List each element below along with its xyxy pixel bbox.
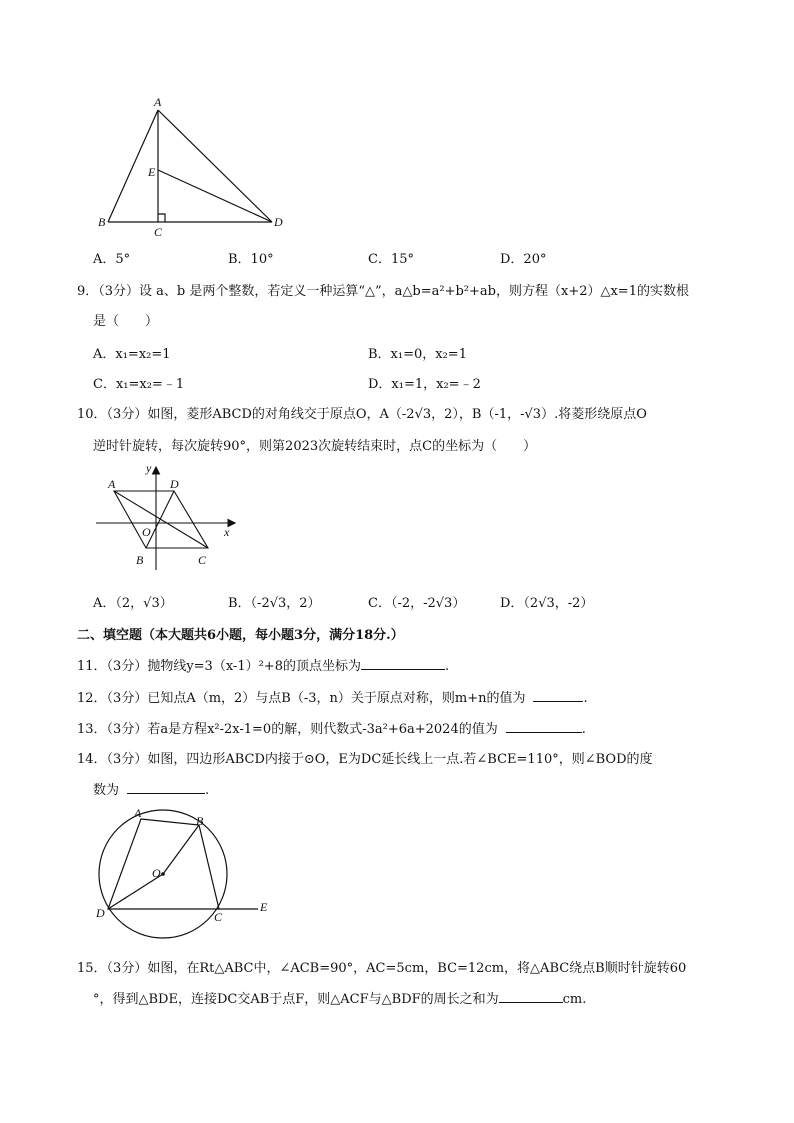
q8-option-c[interactable]: C．15° bbox=[368, 252, 414, 267]
q14-end: . bbox=[205, 783, 210, 798]
label-a: A bbox=[108, 477, 116, 491]
q13-answer-blank[interactable] bbox=[506, 719, 582, 733]
label-d: D bbox=[96, 906, 105, 920]
label-e: E bbox=[148, 165, 156, 179]
q8-option-a[interactable]: A．5° bbox=[93, 252, 131, 267]
q15-end: cm. bbox=[562, 992, 587, 1007]
q14-line2 bbox=[93, 779, 209, 798]
q15-stem-line2: °，得到△BDE，连接DC交AB于点F，则△ACF与△BDF的周长之和为 bbox=[93, 992, 499, 1007]
q14-stem-line2: 数为 bbox=[93, 783, 120, 798]
label-d: D bbox=[170, 477, 179, 491]
label-o: O bbox=[152, 866, 161, 880]
q11-stem: 11．（3分）抛物线y=3（x-1）²+8的顶点坐标为 bbox=[77, 659, 361, 674]
label-b: B bbox=[136, 553, 144, 567]
q15-answer-blank[interactable] bbox=[499, 989, 563, 1003]
q12-line bbox=[77, 687, 588, 706]
label-b: B bbox=[196, 814, 204, 828]
q10-option-b[interactable]: B．（-2√3，2） bbox=[228, 596, 321, 611]
section-heading-fill-in: 二、填空题（本大题共6小题，每小题3分，满分18分.） bbox=[77, 628, 404, 643]
label-c: C bbox=[214, 910, 223, 924]
q13-line bbox=[77, 718, 586, 737]
q11-answer-blank[interactable] bbox=[361, 656, 445, 670]
q10-option-d[interactable]: D．（2√3，-2） bbox=[500, 596, 594, 611]
triangle-figure-q8 bbox=[90, 92, 300, 240]
inscribed-quadrilateral-figure-q14 bbox=[90, 805, 280, 945]
q9-stem-line2: 是（ ） bbox=[93, 314, 159, 329]
q15-line2 bbox=[93, 988, 586, 1007]
q9-option-c[interactable]: C．x₁=x₂=﹣1 bbox=[93, 377, 185, 392]
q12-answer-blank[interactable] bbox=[533, 688, 583, 702]
label-o: O bbox=[142, 525, 151, 539]
label-e: E bbox=[260, 900, 268, 914]
label-d: D bbox=[274, 215, 283, 229]
q10-option-c[interactable]: C．（-2，-2√3） bbox=[368, 596, 466, 611]
q10-stem-line2: 逆时针旋转，每次旋转90°，则第2023次旋转结束时，点C的坐标为（ ） bbox=[93, 439, 537, 454]
q14-answer-blank[interactable] bbox=[127, 780, 205, 794]
q9-stem-line1: 9．（3分）设 a、b 是两个整数，若定义一种运算“△”，a△b=a²+b²+ab，则方程（x+2）△x=1的实数根 bbox=[77, 284, 689, 299]
q15-stem-line1: 15．（3分）如图，在Rt△ABC中，∠ACB=90°，AC=5cm，BC=12cm，将△ABC绕点B顺时针旋转60 bbox=[77, 961, 687, 976]
q8-option-d[interactable]: D．20° bbox=[500, 252, 547, 267]
q13-stem: 13．（3分）若a是方程x²-2x-1=0的解，则代数式-3a²+6a+2024的值为 bbox=[77, 722, 498, 737]
q13-end: . bbox=[581, 722, 586, 737]
q10-stem-line1: 10．（3分）如图，菱形ABCD的对角线交于原点O，A（-2√3，2），B（-1，-√3）.将菱形绕原点O bbox=[77, 407, 647, 422]
q14-stem-line1: 14．（3分）如图，四边形ABCD内接于⊙O，E为DC延长线上一点.若∠BCE=110°，则∠BOD的度 bbox=[77, 752, 653, 767]
label-a: A bbox=[134, 806, 142, 820]
q12-stem: 12．（3分）已知点A（m，2）与点B（-3，n）关于原点对称，则m+n的值为 bbox=[77, 691, 526, 706]
q11-end: . bbox=[444, 659, 450, 674]
q11-line bbox=[77, 655, 449, 674]
label-c: C bbox=[198, 553, 207, 567]
label-b: B bbox=[98, 215, 106, 229]
q9-option-b[interactable]: B．x₁=0，x₂=1 bbox=[368, 347, 467, 362]
q8-option-b[interactable]: B．10° bbox=[228, 252, 274, 267]
rhombus-coordinate-figure-q10 bbox=[90, 458, 250, 576]
q9-option-a[interactable]: A．x₁=x₂=1 bbox=[93, 347, 171, 362]
q12-end: . bbox=[583, 691, 588, 706]
q9-option-d[interactable]: D．x₁=1，x₂=﹣2 bbox=[368, 377, 481, 392]
label-c: C bbox=[154, 225, 163, 239]
label-y: y bbox=[146, 461, 152, 475]
q10-option-a[interactable]: A．（2，√3） bbox=[93, 596, 173, 611]
label-a: A bbox=[154, 95, 162, 109]
label-x: x bbox=[224, 525, 230, 539]
